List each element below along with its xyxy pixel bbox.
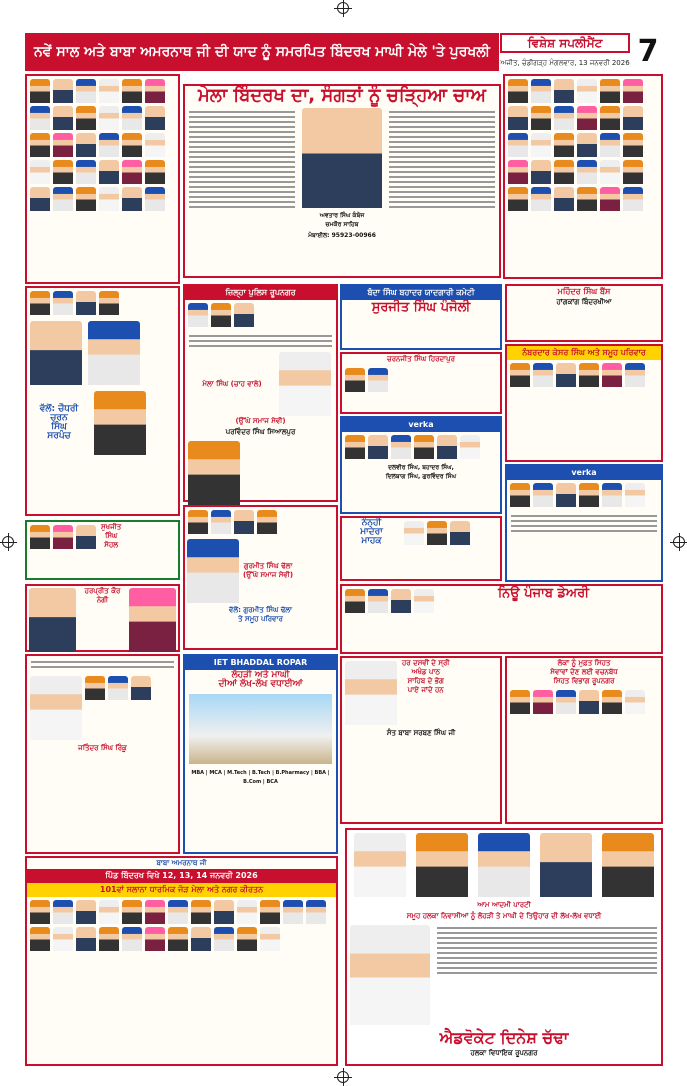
portrait	[510, 483, 530, 507]
mahinder-sub: ਹਾਂਗਕਾਂਗ ਬਿੰਦਰਖੀਆ	[556, 298, 612, 306]
portrait	[554, 106, 574, 130]
photo-grid	[507, 480, 661, 510]
portrait	[237, 900, 257, 924]
police-ad	[183, 284, 338, 502]
portrait	[306, 900, 326, 924]
portrait	[30, 133, 50, 157]
portrait	[531, 79, 551, 103]
portrait	[579, 690, 599, 714]
portrait	[257, 510, 277, 534]
charanjit-ad	[340, 352, 502, 414]
article-text-right	[385, 106, 499, 241]
ad-text	[433, 922, 661, 1028]
portrait	[414, 435, 434, 459]
portrait	[145, 900, 165, 924]
portrait	[30, 927, 50, 951]
portrait	[122, 927, 142, 951]
portrait	[234, 510, 254, 534]
mla-name: ਐਡਵੋਕੇਟ ਦਿਨੇਸ਼ ਚੱਢਾ	[439, 1028, 569, 1047]
portrait	[602, 690, 622, 714]
portrait	[508, 187, 528, 211]
photo-grid	[27, 288, 178, 318]
sohal-ad	[25, 520, 180, 580]
sujeet-name: ਸੁਰਜੀਤ ਸਿੰਘ ਪੰਜੋਲੀ	[371, 300, 471, 315]
portrait	[53, 79, 73, 103]
portrait	[122, 106, 142, 130]
portrait	[76, 927, 96, 951]
issue-date: ਅਜੀਤ, ਚੰਡੀਗੜ੍ਹ ਮੰਗਲਵਾਰ, 13 ਜਨਵਰੀ 2026	[500, 59, 630, 67]
photo-grid	[185, 438, 336, 508]
portrait	[531, 133, 551, 157]
portrait	[414, 589, 434, 613]
portrait	[368, 435, 388, 459]
portrait	[53, 525, 73, 549]
portrait	[88, 321, 140, 385]
portrait	[145, 187, 165, 211]
portrait	[29, 588, 76, 652]
portrait	[129, 588, 176, 652]
portrait	[345, 368, 365, 392]
portrait	[283, 900, 303, 924]
photo-grid	[342, 365, 500, 395]
ad-text	[185, 330, 336, 352]
portrait	[188, 303, 208, 327]
saint-photo	[345, 661, 397, 725]
portrait	[260, 900, 280, 924]
portrait	[108, 676, 128, 700]
portrait	[391, 435, 411, 459]
nanhi-ad	[340, 516, 502, 581]
gurdwara-top: ਬਾਬਾ ਅਮਰਨਾਥ ਜੀ	[156, 859, 207, 867]
mela-singh-title: (ਉੱਘੇ ਸਮਾਜ ਸੇਵੀ)	[235, 417, 286, 425]
portrait	[30, 676, 82, 740]
portrait	[531, 106, 551, 130]
portrait	[53, 291, 73, 315]
photo-grid	[185, 507, 336, 537]
lead-title: ਮੇਲਾ ਬਿੰਦਰਖ ਦਾ, ਸੰਗਤਾਂ ਨੂੰ ਚੜ੍ਹਿਆ ਚਾਅ	[197, 85, 487, 106]
portrait	[145, 79, 165, 103]
portrait	[145, 133, 165, 157]
portrait	[76, 106, 96, 130]
portrait	[577, 133, 597, 157]
portrait	[131, 676, 151, 700]
health-text: ਲੋਕਾਂ ਨੂੰ ਮੁਫ਼ਤ ਸਿਹਤ ਸੇਵਾਵਾਂ ਦੇਣ ਲਈ ਵਚਨਬੱਧ ਸਿਹਤ ਵਿਭਾਗ ਰੂਪਨਗਰ	[550, 659, 618, 685]
sohal-name: ਸੁਖਜੀਤ ਸਿੰਘ ਸੋਹਲ	[101, 523, 122, 549]
portrait	[368, 368, 388, 392]
portrait	[554, 160, 574, 184]
portrait	[623, 79, 643, 103]
sujeet-ad	[340, 284, 502, 350]
portrait	[99, 187, 119, 211]
portrait	[30, 187, 50, 211]
portrait	[211, 303, 231, 327]
portrait	[625, 483, 645, 507]
sandhu-names: ਦਲਵੀਰ ਸਿੰਘ, ਬਹਾਦਰ ਸਿੰਘ, ਦਿਲਬਾਗ ਸਿੰਘ, ਗੁਰਵਿੰਦਰ ਸਿੰਘ	[385, 464, 457, 480]
portrait	[30, 106, 50, 130]
gurmit-ad	[183, 505, 338, 650]
portrait	[554, 79, 574, 103]
portrait	[168, 900, 188, 924]
portrait	[600, 133, 620, 157]
ad-text	[507, 510, 661, 537]
portrait	[508, 79, 528, 103]
portrait	[391, 589, 411, 613]
portrait	[260, 927, 280, 951]
new-punjab-title: ਨਿਊ ਪੰਜਾਬ ਡੇਅਰੀ	[498, 586, 590, 601]
iet-name: IET BHADDAL ROPAR	[185, 656, 336, 670]
portrait	[85, 676, 105, 700]
portrait	[53, 927, 73, 951]
portrait	[191, 927, 211, 951]
photo-grid	[507, 360, 661, 390]
portrait	[437, 435, 457, 459]
author-photo	[302, 108, 382, 208]
portrait	[187, 539, 239, 603]
jatinder-name: ਜਤਿੰਦਰ ਸਿੰਘ ਰਿੰਕੂ	[78, 744, 127, 752]
mahinder-name: ਮਹਿੰਦਰ ਸਿੰਘ ਬੈਂਸ	[557, 287, 611, 296]
portrait	[623, 187, 643, 211]
portrait	[600, 106, 620, 130]
portrait	[122, 79, 142, 103]
police-header: ਜ਼ਿਲ੍ਹਾ ਪੁਲਿਸ ਰੂਪਨਗਰ	[185, 286, 336, 300]
lead-article	[183, 84, 501, 278]
masthead-headline: ਨਵੇਂ ਸਾਲ ਅਤੇ ਬਾਬਾ ਅਮਰਨਾਥ ਜੀ ਦੀ ਯਾਦ ਨੂੰ ਸਮਰਪਿਤ ਬਿੰਦਰਖ ਮਾਘੀ ਮੇਲੇ 'ਤੇ ਪੁਰਖਲੀ	[25, 33, 499, 71]
portrait	[427, 521, 447, 545]
verka-brand: verka	[507, 466, 661, 480]
portrait	[478, 833, 530, 897]
saint-name: ਸੰਤ ਬਾਬਾ ਸਰਬਣ ਸਿੰਘ ਜੀ	[386, 729, 456, 737]
portrait	[450, 521, 470, 545]
photo-grid	[185, 300, 336, 330]
charanjit-name: ਚਰਨਜੀਤ ਸਿੰਘ ਹਿਰਦਾਪੁਰ	[387, 355, 455, 363]
portrait	[531, 187, 551, 211]
left-photo-grid	[25, 74, 180, 284]
portrait	[554, 187, 574, 211]
portrait	[625, 363, 645, 387]
nanhi-title: ਨੰਨ੍ਹੀ ਮਾਦਰਾ ਮਾਹਕ	[360, 518, 383, 546]
portrait	[237, 927, 257, 951]
portrait	[30, 321, 82, 385]
portrait	[168, 927, 188, 951]
portrait	[53, 133, 73, 157]
campus-photo	[189, 694, 332, 764]
portrait	[508, 160, 528, 184]
portrait	[99, 291, 119, 315]
portrait	[368, 589, 388, 613]
iet-ad	[183, 654, 338, 854]
portrait	[556, 363, 576, 387]
mla-post: ਹਲਕਾ ਵਿਧਾਇਕ ਰੂਪਨਗਰ	[470, 1049, 538, 1057]
portrait	[533, 363, 553, 387]
portrait	[30, 900, 50, 924]
portrait	[76, 160, 96, 184]
portrait	[600, 79, 620, 103]
health-ad	[505, 656, 663, 824]
photo-grid	[27, 897, 336, 954]
portrait	[600, 160, 620, 184]
portrait	[623, 133, 643, 157]
verka-brand: verka	[342, 418, 500, 432]
portrait	[602, 833, 654, 897]
aap-party: ਆਮ ਆਦਮੀ ਪਾਰਟੀ	[477, 901, 531, 909]
portrait	[30, 79, 50, 103]
photo-grid	[27, 673, 178, 743]
supplement-label: ਵਿਸ਼ੇਸ਼ ਸਪਲੀਮੈਂਟ	[500, 33, 630, 53]
aap-ad	[345, 828, 663, 1066]
portrait	[600, 187, 620, 211]
registration-mark	[337, 1071, 349, 1083]
portrait	[122, 133, 142, 157]
verka-list-ad	[505, 464, 663, 582]
namberdar-ad	[505, 344, 663, 462]
gurdwara-ad	[25, 856, 338, 1066]
mela-singh-name: ਮੇਲਾ ਸਿੰਘ (ਚਾਹ ਵਾਲੇ)	[202, 379, 262, 388]
portrait	[99, 160, 119, 184]
portrait	[122, 900, 142, 924]
gurmit-from: ਵੱਲੋਂ: ਗੁਰਮੀਤ ਸਿੰਘ ਢੱਲਾ ਤੇ ਸਮੂਹ ਪਰਿਵਾਰ	[228, 606, 293, 623]
portrait	[623, 160, 643, 184]
portrait	[623, 106, 643, 130]
namberdar-header: ਨੰਬਰਦਾਰ ਕੇਸਰ ਸਿੰਘ ਅਤੇ ਸਮੂਹ ਪਰਿਵਾਰ	[507, 346, 661, 360]
photo-grid	[347, 830, 661, 900]
charan-singh-name: ਵੱਲੋਂ: ਚੌਧਰੀ ਚਰਨ ਸਿੰਘ ਸਰਪੰਚ	[39, 404, 79, 441]
portrait	[625, 690, 645, 714]
portrait	[76, 900, 96, 924]
charan-singh-ad	[25, 286, 180, 516]
gurdwara-sub: 101ਵਾਂ ਸਲਾਨਾ ਧਾਰਮਿਕ ਜੋੜ ਮੇਲਾ ਅਤੇ ਨਗਰ ਕੀਰਤਨ	[27, 883, 336, 897]
portrait	[99, 106, 119, 130]
portrait	[533, 690, 553, 714]
portrait	[556, 690, 576, 714]
portrait	[76, 187, 96, 211]
aap-message: ਸਮੂਹ ਹਲਕਾ ਨਿਵਾਸੀਆਂ ਨੂੰ ਲੋਹੜੀ ਤੇ ਮਾਘੀ ਦੇ ਤਿਉਹਾਰ ਦੀ ਲੱਖ-ਲੱਖ ਵਧਾਈ	[406, 912, 602, 920]
portrait	[76, 79, 96, 103]
article-text-left	[185, 106, 299, 241]
portrait	[122, 187, 142, 211]
lohri-greeting: ਲੋਹੜੀ ਅਤੇ ਮਾਘੀ ਦੀਆਂ ਲੱਖ-ਲੱਖ ਵਧਾਈਆਂ	[218, 670, 303, 689]
portrait	[556, 483, 576, 507]
author-name: ਅਵਤਾਰ ਸਿੰਘ ਕੰਬੋਜ ਚਮਕੌਰ ਸਾਹਿਬ	[319, 212, 365, 228]
page-number: 7	[637, 34, 659, 69]
verka-ad	[340, 416, 502, 514]
ad-text	[27, 656, 178, 673]
gurmit-name: ਗੁਰਮੀਤ ਸਿੰਘ ਢੱਲਾ (ਉੱਘੇ ਸਮਾਜ ਸੇਵੀ)	[243, 562, 294, 579]
photo-grid	[507, 687, 661, 717]
portrait	[554, 133, 574, 157]
portrait	[508, 133, 528, 157]
portrait	[53, 900, 73, 924]
portrait	[191, 900, 211, 924]
photo-grid	[27, 522, 99, 552]
portrait	[99, 900, 119, 924]
portrait	[76, 133, 96, 157]
photo-grid	[401, 518, 473, 548]
portrait	[30, 291, 50, 315]
portrait	[99, 79, 119, 103]
sant-text: ਹਰ ਦਸਵੀਂ ਦੇ ਸ੍ਰੀ ਅਖੰਡ ਪਾਠ ਸਾਹਿਬ ਦੇ ਭੋਗ ਪਾਏ ਜਾਂਦੇ ਹਨ	[402, 659, 450, 694]
portrait	[53, 160, 73, 184]
photo-grid	[342, 432, 500, 462]
portrait	[416, 833, 468, 897]
mla-photo	[350, 925, 430, 1025]
right-photo-grid	[503, 74, 663, 279]
portrait	[577, 187, 597, 211]
portrait	[145, 160, 165, 184]
sujeet-header: ਬੰਦਾ ਸਿੰਘ ਬਹਾਦਰ ਯਾਦਗਾਰੀ ਕਮੇਟੀ	[342, 286, 500, 300]
portrait	[540, 833, 592, 897]
course-list: MBA | MCA | M.Tech | B.Tech | B.Pharmacy | BBA | B.Com | BCA	[191, 770, 330, 785]
portrait	[577, 160, 597, 184]
registration-mark	[337, 2, 349, 14]
gurdwara-date: ਪਿੰਡ ਬਿੰਦਰਖ ਵਿਖੇ 12, 13, 14 ਜਨਵਰੀ 2026	[27, 869, 336, 883]
portrait	[99, 927, 119, 951]
portrait	[602, 363, 622, 387]
sant-ad	[340, 656, 502, 824]
portrait	[94, 391, 146, 455]
harpreet-name: ਹਰਪ੍ਰੀਤ ਕੌਰ ਨੇਗੀ	[84, 587, 121, 604]
portrait	[510, 690, 530, 714]
portrait	[404, 521, 424, 545]
portrait	[577, 79, 597, 103]
portrait	[345, 435, 365, 459]
portrait	[53, 106, 73, 130]
portrait	[53, 187, 73, 211]
portrait	[188, 510, 208, 534]
portrait	[234, 303, 254, 327]
portrait	[214, 927, 234, 951]
harpreet-ad	[25, 584, 180, 652]
portrait	[577, 106, 597, 130]
registration-mark	[2, 536, 14, 548]
portrait	[531, 160, 551, 184]
portrait	[145, 106, 165, 130]
portrait	[510, 363, 530, 387]
new-punjab-ad	[340, 584, 663, 654]
portrait	[30, 160, 50, 184]
portrait	[602, 483, 622, 507]
portrait	[354, 833, 406, 897]
left-lower-ad	[25, 654, 180, 854]
portrait	[188, 441, 240, 505]
portrait	[214, 900, 234, 924]
registration-mark	[673, 536, 685, 548]
photo-grid	[27, 76, 178, 214]
portrait	[30, 525, 50, 549]
portrait	[122, 160, 142, 184]
portrait	[460, 435, 480, 459]
portrait	[76, 525, 96, 549]
portrait	[279, 352, 331, 416]
mahinder-ad	[505, 284, 663, 342]
portrait	[579, 483, 599, 507]
portrait	[145, 927, 165, 951]
photo-grid	[342, 586, 498, 616]
portrait	[579, 363, 599, 387]
portrait	[99, 133, 119, 157]
portrait	[533, 483, 553, 507]
paramjit-name: ਪਰਵਿੰਦਰ ਸਿੰਘ ਸਿਆਲਪੁਰ	[225, 428, 296, 436]
portrait	[508, 106, 528, 130]
photo-grid	[505, 76, 661, 214]
portrait	[211, 510, 231, 534]
portrait	[345, 589, 365, 613]
portrait	[76, 291, 96, 315]
author-phone: ਮੋਬਾਈਲ: 95923-00966	[308, 232, 376, 239]
